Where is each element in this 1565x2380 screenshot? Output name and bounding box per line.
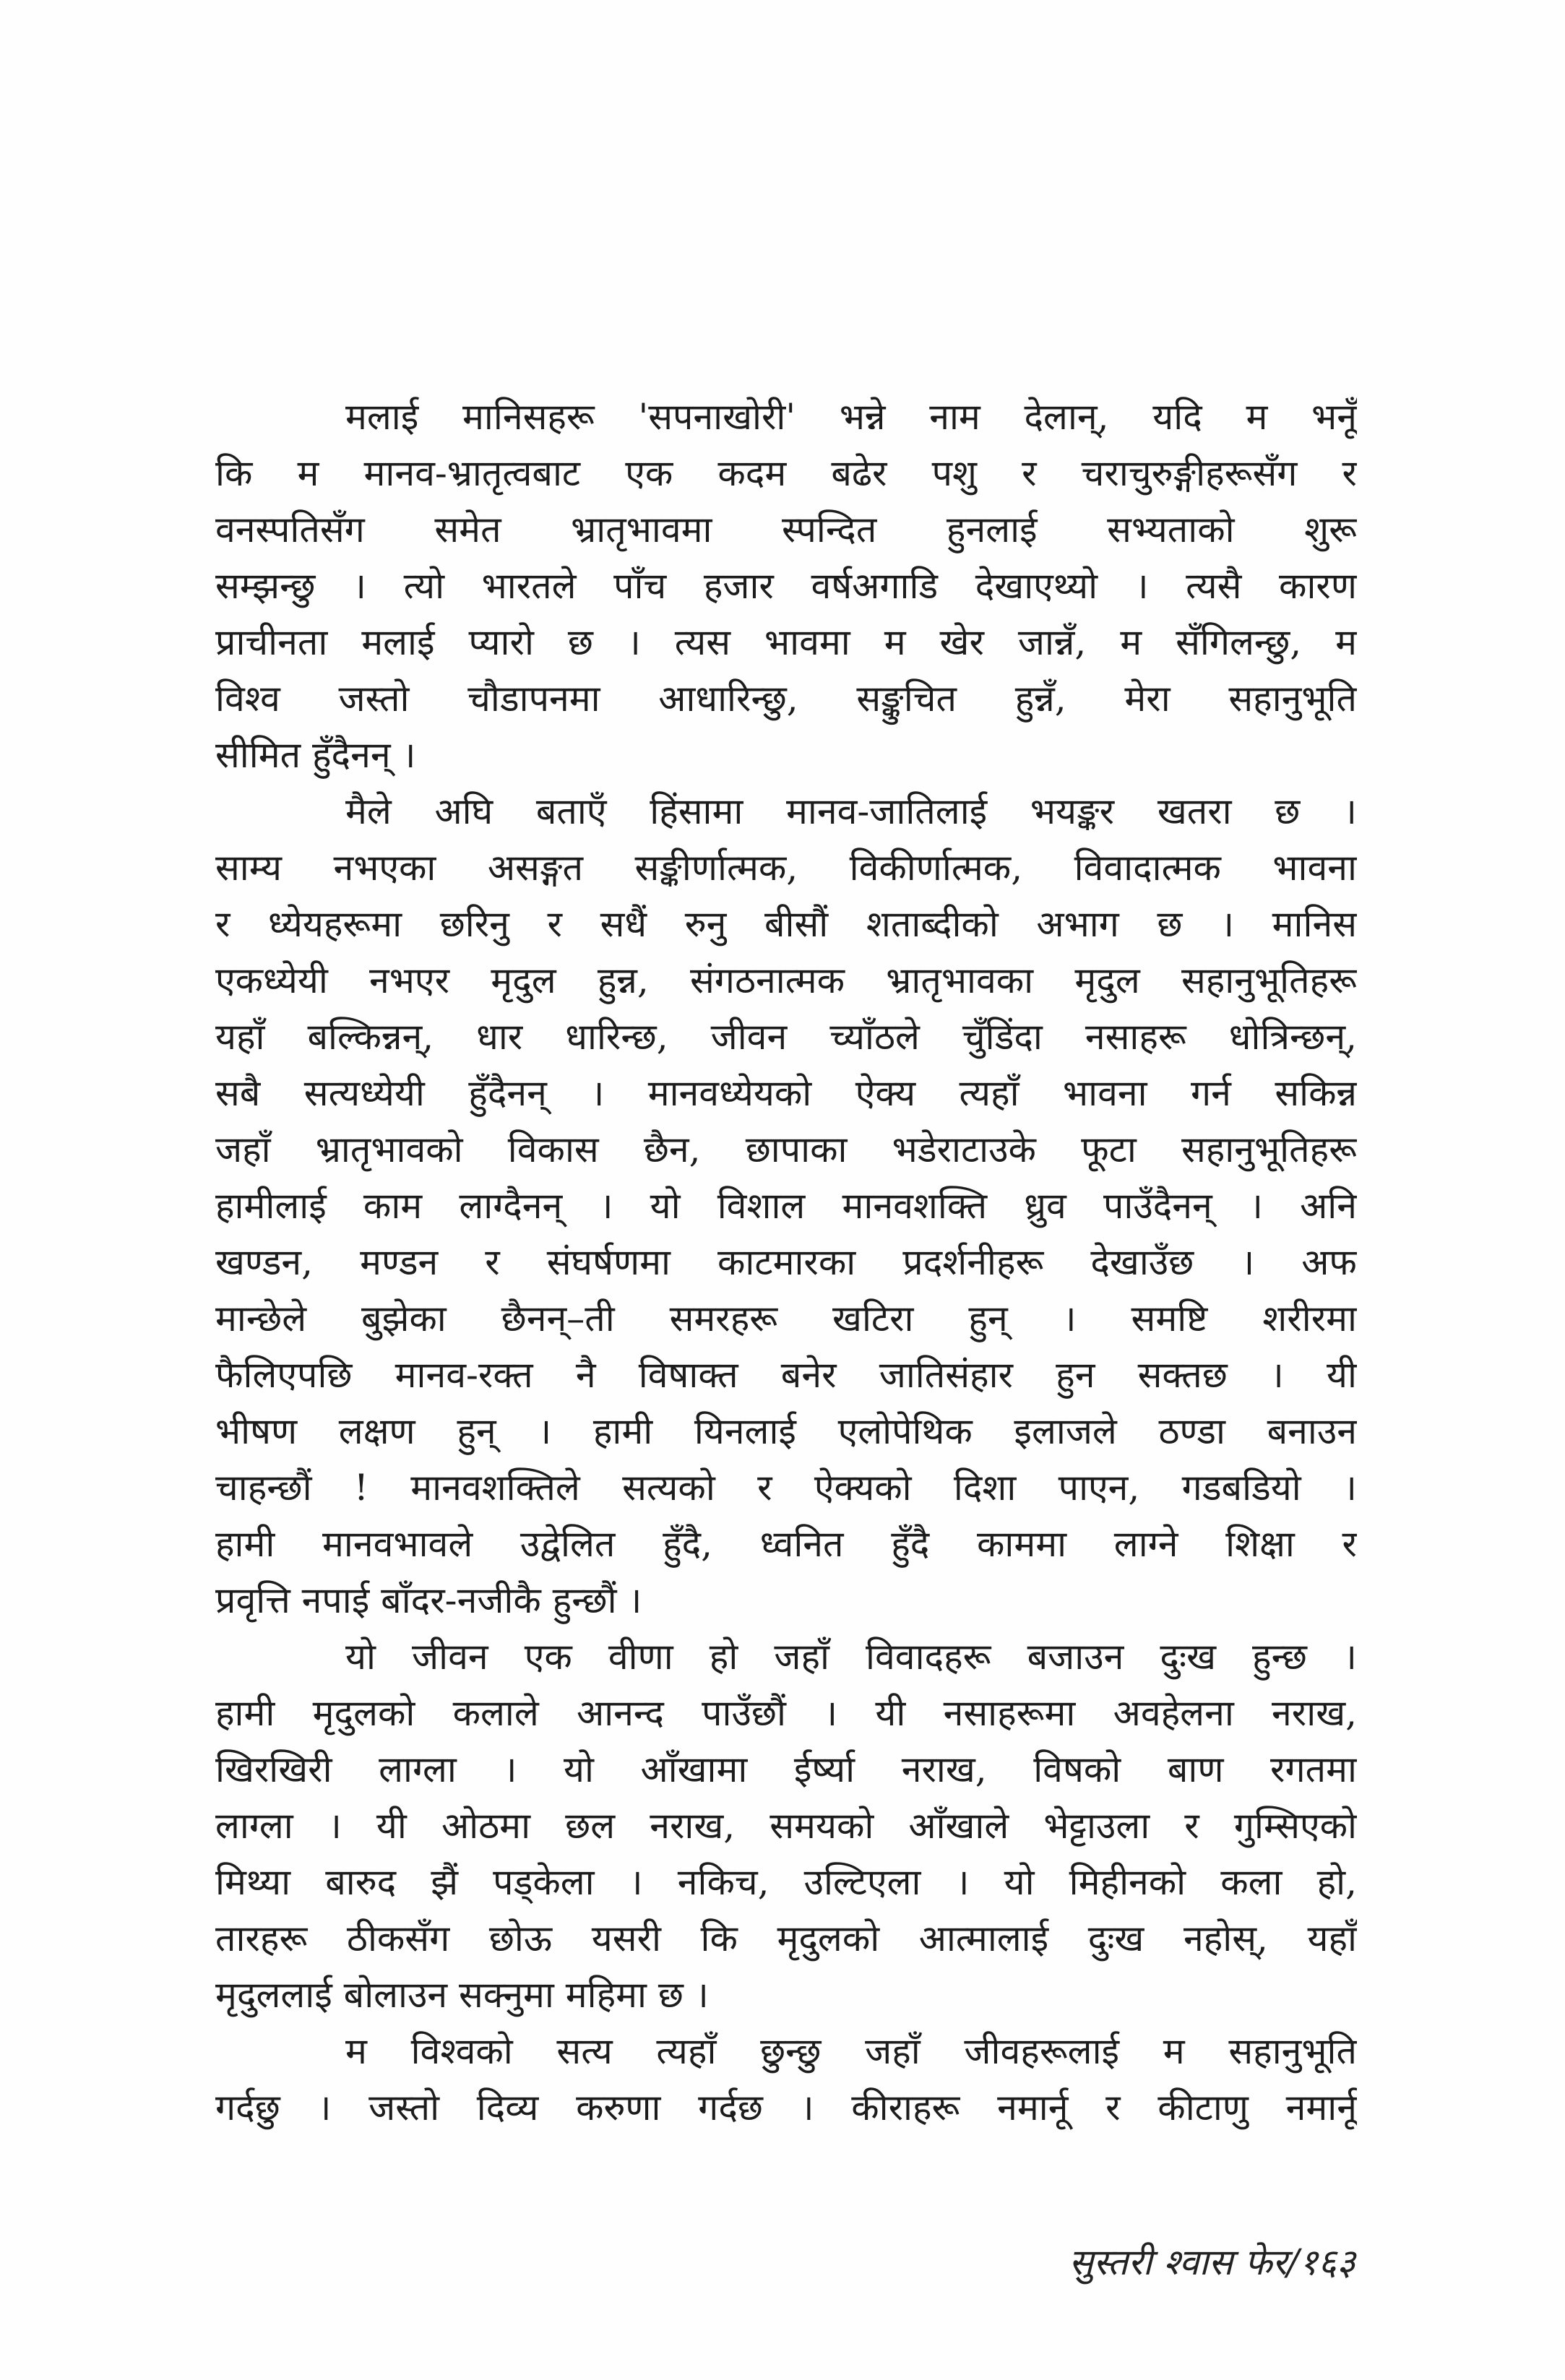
text-line: प्रवृत्ति नपाई बाँदर-नजीकै हुन्छौं । <box>215 1579 642 1621</box>
text-line: साम्य नभएका असङ्गत सङ्कीर्णात्मक, विकीर्णात्मक, विवादात्मक भावना <box>215 847 1357 889</box>
text-line: जहाँ भ्रातृभावको विकास छैन, छापाका भडेराटाउके फूटा सहानुभूतिहरू <box>215 1129 1357 1170</box>
text-line: मैले अघि बताएँ हिंसामा मानव-जातिलाई भयङ्कर खतरा छ । <box>345 790 1357 832</box>
text-line: मान्छेले बुझेका छैनन्–ती समरहरू खटिरा हुन् । समष्टि शरीरमा <box>215 1298 1357 1340</box>
text-line: मलाई मानिसहरू 'सपनाखोरी' भन्ने नाम देलान्, यदि म भनूँ <box>345 396 1357 438</box>
text-line: सम्झन्छु । त्यो भारतले पाँच हजार वर्षअगाडि देखाएथ्यो । त्यसै कारण <box>215 565 1357 607</box>
text-line: वनस्पतिसँग समेत भ्रातृभावमा स्पन्दित हुनलाई सभ्यताको शुरू <box>215 509 1357 551</box>
text-line: खण्डन, मण्डन र संघर्षणमा काटमारका प्रदर्शनीहरू देखाउँछ । अफ <box>215 1241 1357 1283</box>
text-line: हामीलाई काम लाग्दैनन् । यो विशाल मानवशक्ति ध्रुव पाउँदैनन् । अनि <box>215 1185 1357 1227</box>
text-line: मिथ्या बारुद झैं पड्केला । नकिच, उल्टिएला । यो मिहीनको कला हो, <box>215 1861 1357 1903</box>
text-line: मृदुललाई बोलाउन सक्नुमा महिमा छ । <box>215 1974 709 2016</box>
text-line: खिरखिरी लाग्ला । यो आँखामा ईर्ष्या नराख, विषको बाण रगतमा <box>215 1749 1357 1790</box>
text-line: म विश्वको सत्य त्यहाँ छुन्छु जहाँ जीवहरूलाई म सहानुभूति <box>345 2030 1357 2072</box>
text-line: कि म मानव-भ्रातृत्वबाट एक कदम बढेर पशु र चराचुरुङ्गीहरूसँग र <box>215 452 1357 494</box>
text-line: यो जीवन एक वीणा हो जहाँ विवादहरू बजाउन दुःख हुन्छ । <box>345 1636 1357 1678</box>
text-line: एकध्येयी नभएर मृदुल हुन्न, संगठनात्मक भ्रातृभावका मृदुल सहानुभूतिहरू <box>215 960 1357 1001</box>
text-line: हामी मृदुलको कलाले आनन्द पाउँछौं । यी नसाहरूमा अवहेलना नराख, <box>215 1692 1357 1734</box>
text-line: सीमित हुँदैनन् । <box>215 734 416 776</box>
text-line: भीषण लक्षण हुन् । हामी यिनलाई एलोपेथिक इलाजले ठण्डा बनाउन <box>215 1410 1357 1452</box>
text-line: सबै सत्यध्येयी हुँदैनन् । मानवध्येयको ऐक्य त्यहाँ भावना गर्न सकिन्न <box>215 1072 1357 1114</box>
page-footer: सुस्तरी श्वास फेर/१६३ <box>1069 2241 1355 2283</box>
text-line: हामी मानवभावले उद्वेलित हुँदै, ध्वनित हुँदै काममा लाग्ने शिक्षा र <box>215 1523 1357 1565</box>
text-line: गर्दछु । जस्तो दिव्य करुणा गर्दछ । कीराहरू नमार्नू र कीटाणु नमार्नू <box>215 2087 1357 2129</box>
text-line: तारहरू ठीकसँग छोऊ यसरी कि मृदुलको आत्मालाई दुःख नहोस्, यहाँ <box>215 1918 1357 1959</box>
text-line: र ध्येयहरूमा छरिनु र सधैं रुनु बीसौं शताब्दीको अभाग छ । मानिस <box>215 903 1357 945</box>
text-line: विश्व जस्तो चौडापनमा आधारिन्छु, सङ्कुचित हुन्नँ, मेरा सहानुभूति <box>215 678 1357 720</box>
text-line: फैलिएपछि मानव-रक्त नै विषाक्त बनेर जातिसंहार हुन सक्तछ । यी <box>215 1354 1357 1396</box>
body-text <box>215 389 1357 2136</box>
text-line: लाग्ला । यी ओठमा छल नराख, समयको आँखाले भेट्टाउला र गुम्सिएको <box>215 1805 1357 1847</box>
text-line: चाहन्छौं ! मानवशक्तिले सत्यको र ऐक्यको दिशा पाएन, गडबडियो । <box>215 1467 1357 1509</box>
text-line: प्राचीनता मलाई प्यारो छ । त्यस भावमा म खेर जान्नँ, म सँगिलन्छु, म <box>215 621 1357 663</box>
text-line: यहाँ बल्किन्नन्, धार धारिन्छ, जीवन च्याँठले चुँडिंदा नसाहरू धोत्रिन्छन्, <box>215 1016 1357 1058</box>
